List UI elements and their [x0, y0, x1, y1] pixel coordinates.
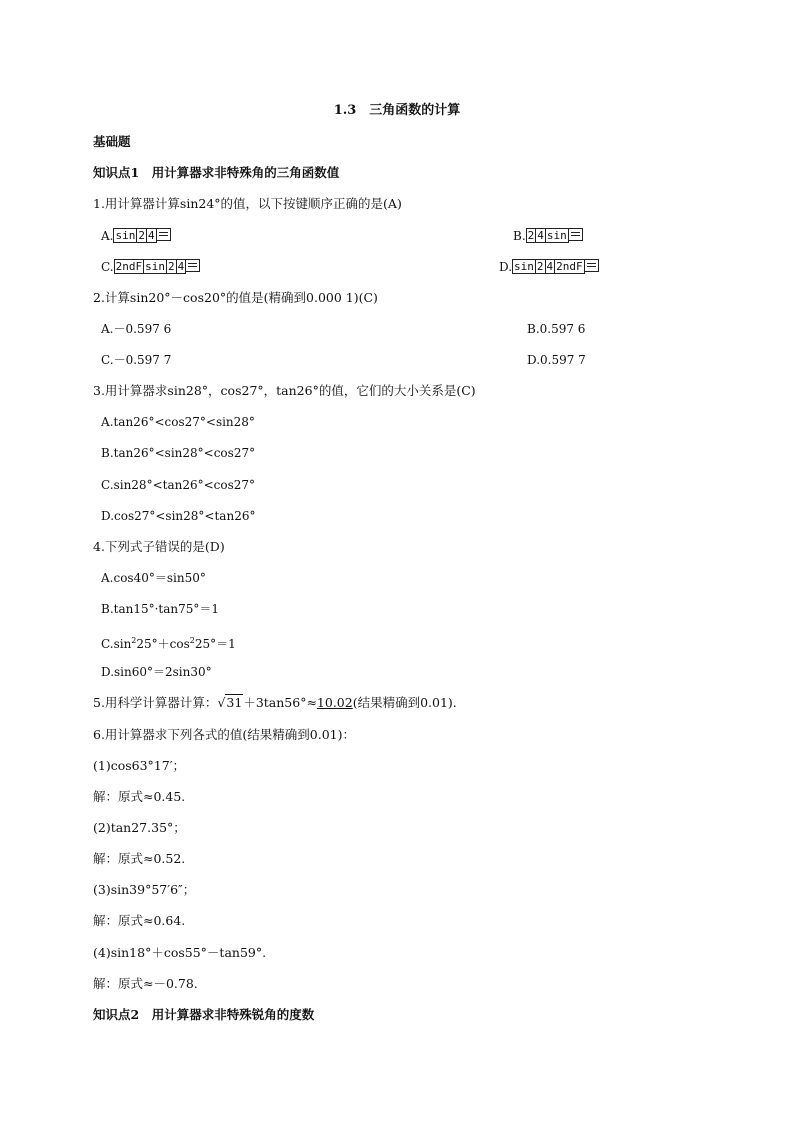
q6-solution-4: 解：原式≈－0.78.	[93, 976, 198, 991]
q1-option-c	[101, 259, 200, 275]
q6-part-1: (1)cos63°17′；	[93, 758, 186, 773]
key-button: 4	[147, 229, 155, 242]
q2-option-c: C.－0.597 7	[101, 353, 172, 367]
q1-option-d	[499, 259, 599, 275]
q6-solution-2: 解：原式≈0.52.	[93, 851, 186, 866]
q2-option-a: A.－0.597 6	[101, 322, 172, 336]
key-button: 4	[537, 229, 544, 242]
page-title: 1.3 三角函数的计算	[333, 103, 461, 118]
key-button: 2	[536, 260, 544, 273]
q4-option-a: A.cos40°＝sin50°	[101, 571, 206, 585]
option-label: B.	[513, 229, 526, 243]
knowledge-point-1: 知识点1 用计算器求非特殊角的三角函数值	[93, 165, 340, 180]
section-heading: 基础题	[93, 134, 131, 149]
key-button: 4	[177, 260, 185, 273]
q2-option-b: B.0.597 6	[527, 322, 586, 336]
exponent: 2	[131, 636, 137, 645]
q2-option-d: D.0.597 7	[527, 353, 586, 367]
q6-part-4: (4)sin18°＋cos55°－tan59°.	[93, 945, 267, 960]
q3-option-b: B.tan26°<sin28°<cos27°	[101, 446, 256, 460]
key-button: sin	[145, 260, 165, 273]
exponent: 2	[189, 636, 195, 645]
question-3-stem: 3.用计算器求sin28°，cos27°，tan26°的值，它们的大小关系是(C)	[93, 383, 476, 398]
q4-option-b: B.tan15°·tan75°＝1	[101, 602, 220, 616]
q6-part-2: (2)tan27.35°；	[93, 820, 186, 835]
question-2-stem: 2.计算sin20°－cos20°的值是(精确到0.000 1)(C)	[93, 290, 378, 305]
question-5-prefix: 5.用科学计算器计算：	[93, 695, 218, 710]
formula-text: 25°＝1	[194, 637, 236, 651]
key-button: 2	[167, 260, 175, 273]
formula-text: C.sin	[101, 637, 132, 651]
knowledge-point-2: 知识点2 用计算器求非特殊锐角的度数	[93, 1007, 315, 1022]
q3-option-c: C.sin28°<tan26°<cos27°	[101, 478, 256, 492]
radicand: 31	[226, 695, 243, 710]
option-label: D.	[499, 260, 513, 274]
option-label: C.	[101, 260, 114, 274]
q1-option-b	[513, 228, 583, 244]
formula-text: 25°＋cos	[136, 637, 190, 651]
q4-option-c	[101, 633, 236, 652]
option-label: A.	[101, 229, 114, 243]
equals-key-icon	[185, 259, 200, 272]
equals-key-icon	[568, 228, 583, 241]
q6-solution-3: 解：原式≈0.64.	[93, 913, 186, 928]
key-button: 4	[546, 260, 554, 273]
q6-part-3: (3)sin39°57′6″；	[93, 882, 196, 897]
equals-key-icon	[584, 259, 599, 272]
q3-option-d: D.cos27°<sin28°<tan26°	[101, 509, 256, 523]
question-1-stem: 1.用计算器计算sin24°的值，以下按键顺序正确的是(A)	[93, 196, 402, 211]
q6-solution-1: 解：原式≈0.45.	[93, 789, 186, 804]
key-button: 2ndF	[556, 260, 583, 273]
answer-blank: 10.02	[316, 695, 353, 710]
question-5-suffix: (结果精确到0.01).	[352, 695, 457, 710]
question-5-middle: ＋3tan56°≈	[243, 695, 317, 710]
equals-key-icon	[156, 228, 171, 241]
question-5	[93, 695, 457, 711]
question-4-stem: 4.下列式子错误的是(D)	[93, 539, 225, 554]
question-6-stem: 6.用计算器求下列各式的值(结果精确到0.01)：	[93, 727, 356, 742]
key-button: 2	[527, 229, 535, 242]
q1-option-a	[101, 228, 171, 244]
key-button: sin	[546, 229, 567, 242]
key-button: 2ndF	[115, 260, 143, 273]
key-button: sin	[115, 229, 136, 242]
q4-option-d: D.sin60°＝2sin30°	[101, 665, 212, 679]
q3-option-a: A.tan26°<cos27°<sin28°	[101, 415, 255, 429]
sqrt-icon: √	[217, 695, 226, 710]
key-button: 2	[138, 229, 145, 242]
key-button: sin	[514, 260, 534, 273]
